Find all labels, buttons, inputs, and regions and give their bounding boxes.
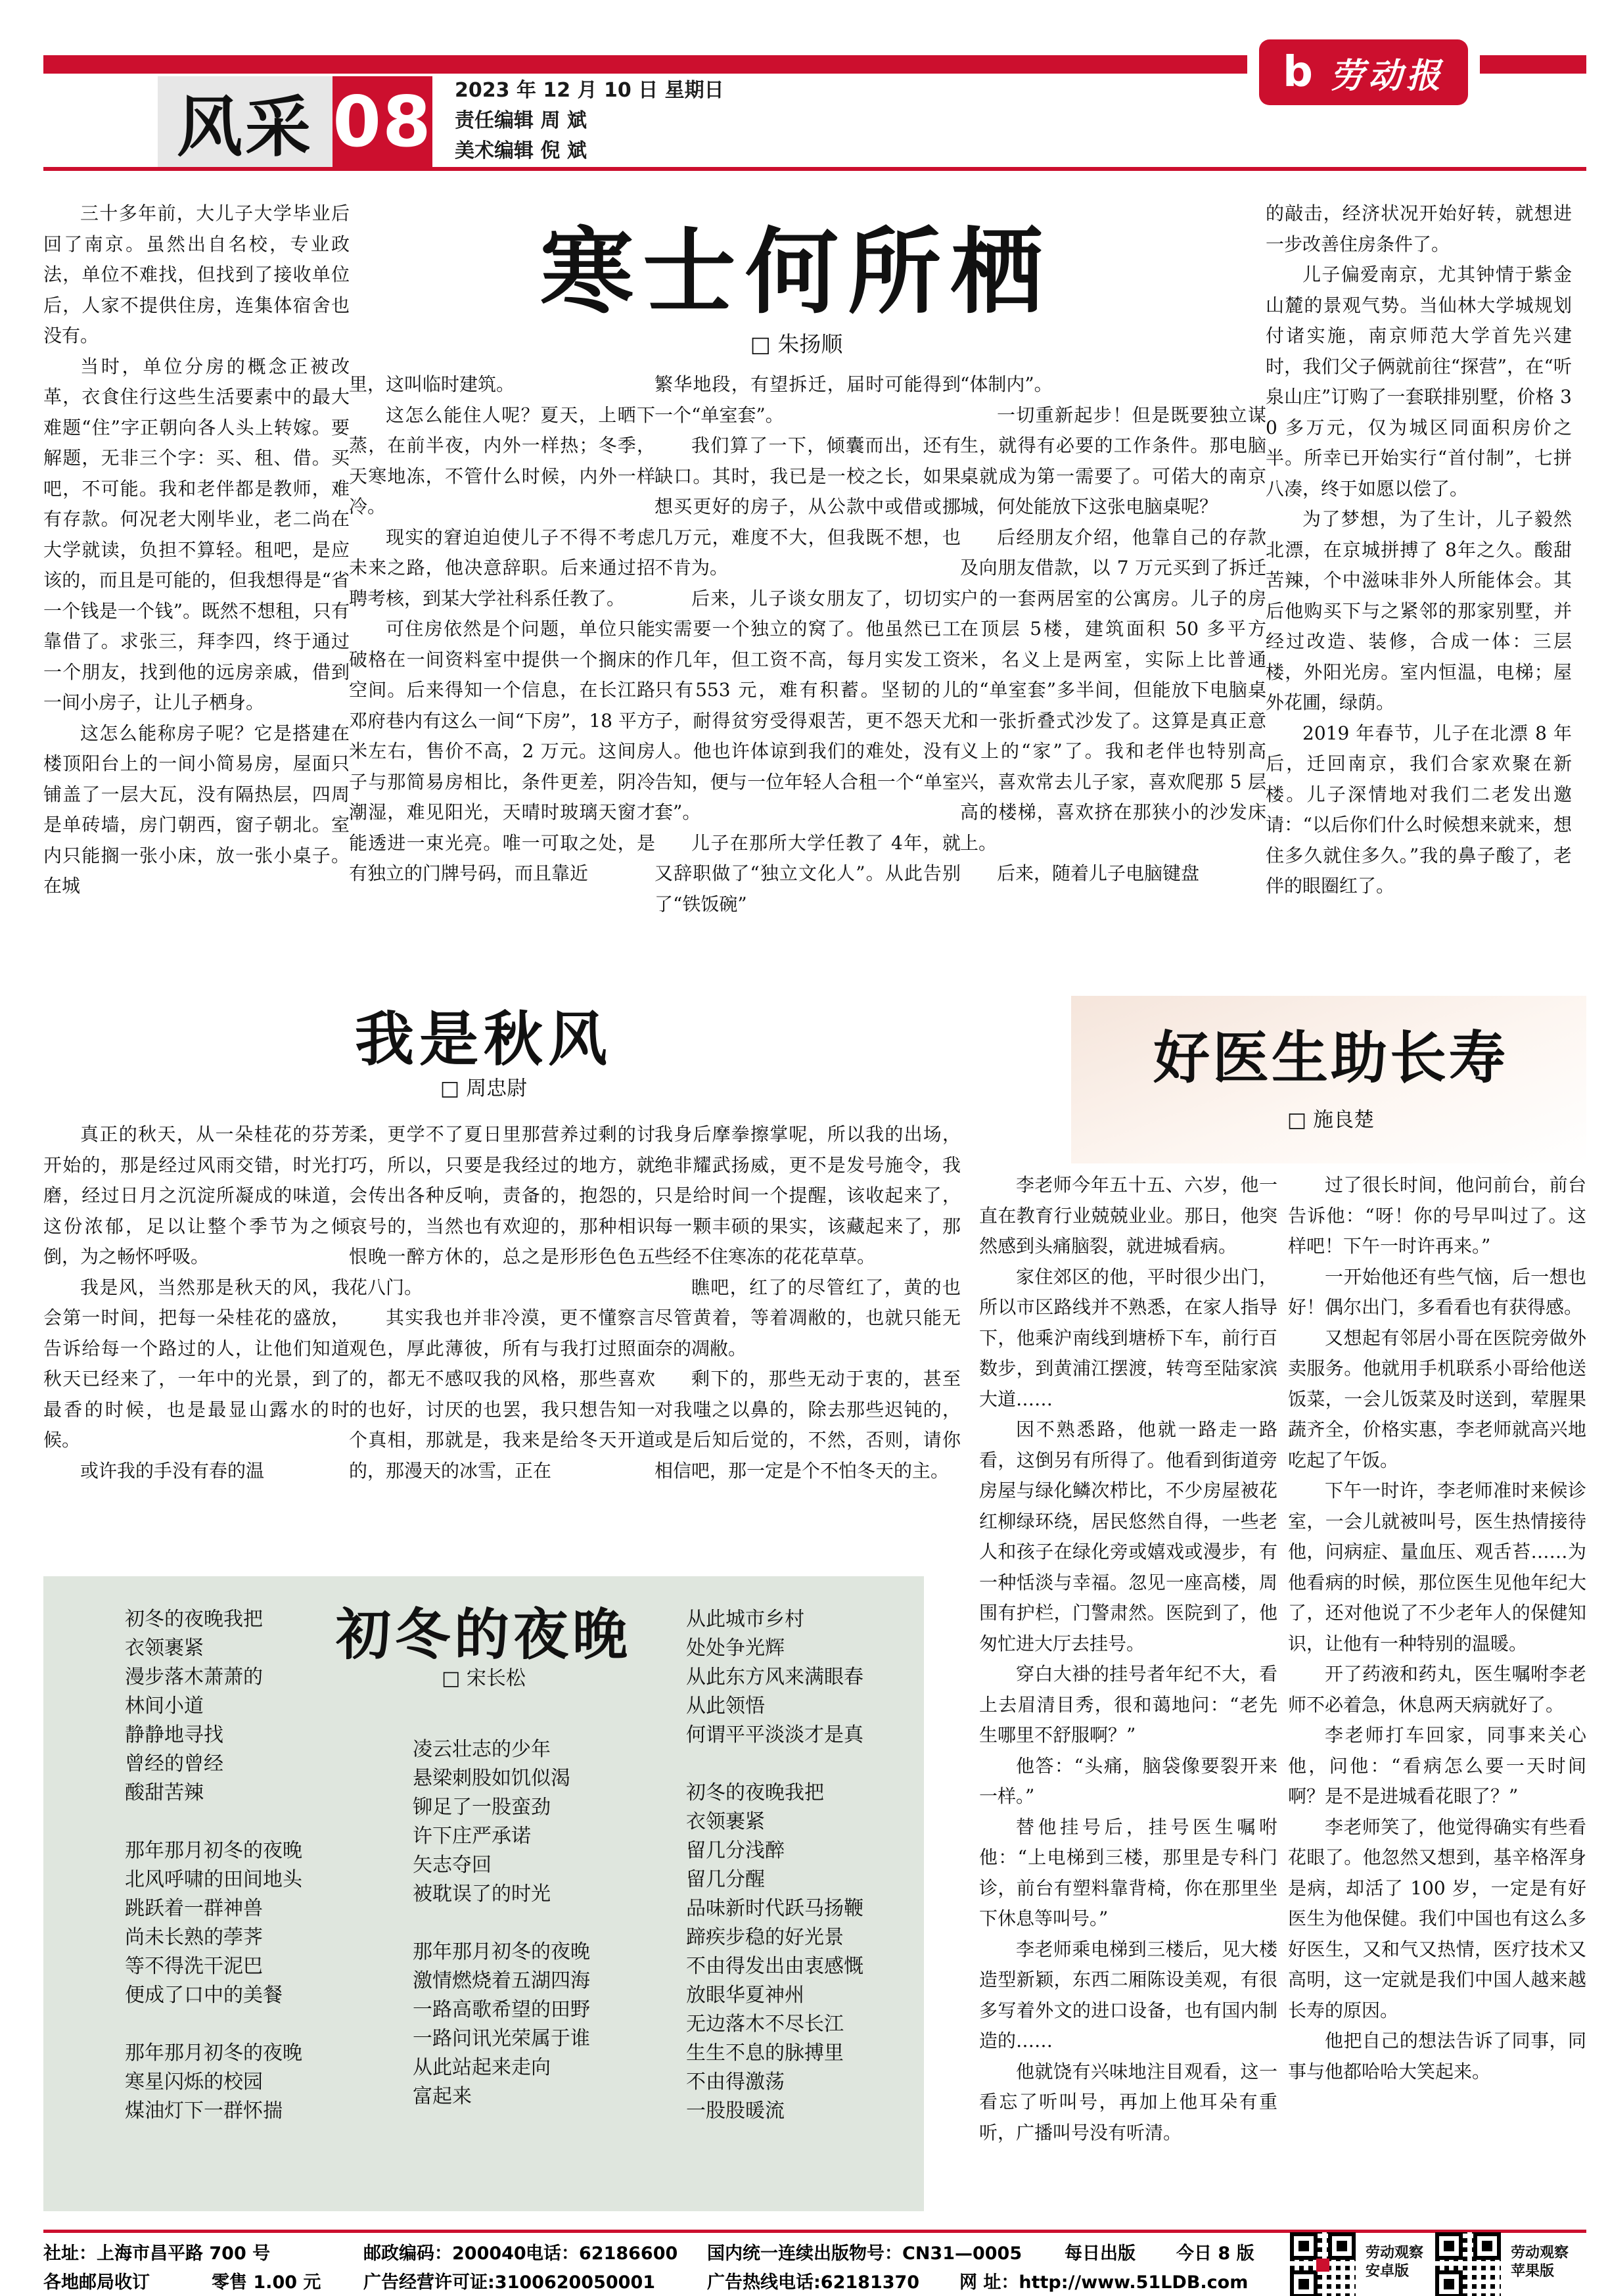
article1-column-2: 里，这叫临时建筑。 这怎么能住人呢？夏天，上晒下蒸，在前半夜，内外一样热；冬季，天寒地冻，不管什么时候，内外一样冷。 现实的窘迫迫使儿子不得不考虑未来之路，他决意辞职。后来通过招聘考核，到某大学社科系任教了。 可住房依然是个问题，单位只能破格在一间资料室中提供一个搁床的空间。后来得知一个信息，在长江路邓府巷内有这么一间“下房”，18 平方米左右，售价不高，2 万元。这间房子与那简易房相比，条件更差，阴冷潮湿，难见阳光，天晴时玻璃天窗才能透进一束光亮。唯一可取之处，是有独立的门牌号码，而且靠近 (349, 373, 655, 884)
article3-column-2: 过了很长时间，他问前台，前台告诉他：“呀！你的号早叫过了。这样吧！下午一时许再来。” 一开始他还有些气恼，后一想也好！偶尔出门，多看看也有获得感。 又想起有邻居小哥在医院旁做外卖服务。他就用手机联系小哥给他送饭菜，一会儿饭菜及时送到，荤腥果蔬齐全，价格实惠，李老师就高兴地吃起了午饭。 下午一时许，李老师准时来候诊室，一会儿就被叫号，医生热情接待他，问病症、量血压、观舌苔……为他看病的时候，那位医生见他年纪大了，还对他说了不少老年人的保健知识，让他有一种特别的温暖。 开了药液和药丸，医生嘱咐李老师不必着急，休息两天病就好了。 李老师打车回家，同事来关心他，问他：“看病怎么要一天时间啊？是不是进城看花眼了？” 李老师笑了，他觉得确实有些看花眼了。他忽然又想到，基辛格浑身是病，却活了 100 岁，一定是有好医生为他保健。我们中国也有这么多好医生，又和气又热情，医疗技术又高明，这一定就是我们中国人越来越长寿的原因。 他把自己的想法告诉了同事，同事与他都哈哈大笑起来。 (1288, 1174, 1586, 2082)
section-name: 风采 (177, 89, 313, 166)
top-rule-right (1480, 55, 1586, 74)
qr-finder-icon (1290, 2270, 1318, 2296)
top-rule-left (43, 55, 1247, 74)
footer-website: 网 址：http://www.51LDB.com (959, 2272, 1249, 2293)
article1-title: 寒士何所栖 (540, 218, 1053, 327)
article2-column-1: 真正的秋天，从一朵桂花的芬芳开始的，那是经过风雨交错，时光打磨，经过日月之沉淀所凝成的味道，这份浓郁，足以让整个季节为之倾倒，为之畅怀呼吸。 我是风，当然那是秋天的风，我会第一时间，把每一朵桂花的盛放，告诉给每一个路过的人，让他们知道秋天已经来了，一年中的光景，到了最香的时候，也是最显山露水的时候。 或许我的手没有春的温 (43, 1123, 350, 1482)
duty-editor: 责任编辑 周 斌 (455, 109, 587, 132)
article1-column-5: 的敲击，经济状况开始好转，就想进一步改善住房条件了。 儿子偏爱南京，尤其钟情于紫金山麓的景观气势。当仙林大学城规划付诸实施，南京师范大学首先兴建时，我们父子俩就前往“探营”，在“听泉山庄”订购了一套联排别墅，价格 30 多万元，仅为城区同面积房价之半。所幸已开始实行“首付制”，七拼八凑，终于如愿以偿了。 为了梦想，为了生计，儿子毅然北漂，在京城拼搏了 8年之久。酸甜苦辣，个中滋味非外人所能体会。其后他购买下与之紧邻的那家别墅，并经过改造、装修，合成一体：三层楼，外阳光房。室内恒温，电梯；屋外花圃，绿荫。 2019 年春节，儿子在北漂 8 年后，迁回南京，我们合家欢聚在新楼。儿子深情地对我们二老发出邀请：“以后你们什么时候想来就来，想住多久就住多久。”我的鼻子酸了，老伴的眼圈红了。 (1266, 202, 1572, 897)
article3-author: □ 施良楚 (1287, 1108, 1375, 1132)
footer-ad-hotline: 广告热线电话:62181370 (707, 2272, 920, 2293)
qr-ios-label-line2: 苹果版 (1511, 2263, 1555, 2280)
footer-price: 零售 1.00 元 (212, 2272, 321, 2293)
article1-column-3: 繁华地段，有望拆迁，届时可能得到一个“单室套”。 我们算了一下，倾囊而出，还有缺口。其时，我已是一校之长，如果想买更好的房子，从公款中或借或挪几万元，难度不大，但我既不想，也不肯为。 后来，儿子谈女朋友了，切切实实需要一个独立的窝了。他虽然已工作几年，但工资不高，每月实发工资只有553 元，难有积蓄。坚韧的儿子，耐得贫穷受得艰苦，更不怨天尤人。他也许体谅到我们的难处，没有告知，便与一位年轻人合租一个“单室套”。 儿子在那所大学任教了 4年，就又辞职做了“独立文化人”。从此告别了“铁饭碗” (655, 373, 961, 915)
qr-android-label-line1: 劳动观察 (1366, 2245, 1424, 2261)
qr-ios-label-line1: 劳动观察 (1511, 2245, 1569, 2261)
article1-author: □ 朱扬顺 (750, 331, 843, 357)
poem-author: □ 宋长松 (442, 1667, 526, 1690)
qr-code-android (1290, 2232, 1356, 2296)
header-rule (43, 167, 1586, 171)
article3-title: 好医生助长寿 (1153, 1025, 1508, 1091)
page-number: 08 (333, 81, 432, 162)
qr-finder-icon (1473, 2232, 1501, 2260)
masthead-name: 劳动报 (1329, 55, 1444, 96)
footer-postcode: 邮政编码：200040 (363, 2243, 526, 2264)
footer-phone: 电话：62186600 (526, 2243, 678, 2264)
qr-android-label (1366, 2244, 1423, 2281)
footer-ad-license: 广告经营许可证:3100620050001 (363, 2272, 656, 2293)
issue-date: 2023 年 12 月 10 日 星期日 (455, 79, 724, 102)
qr-code-ios (1435, 2232, 1501, 2296)
poem-column-3: 从此城市乡村 处处争光辉 从此东方风来满眼春 从此领悟 何谓平平淡淡才是真 初冬的夜晚我把 衣领裹紧 留几分浅醉 留几分醒 品味新时代跃马扬鞭 蹄疾步稳的好光景 不由得发出由衷感慨 放眼华夏神州 无边落木不尽长江 生生不息的脉搏里 不由得激荡 一股股暖流 (686, 1608, 863, 2122)
article2-column-3: 我身后摩拳擦掌呢，所以我的出场，绝非耀武扬威，更不是发号施令，我只是给时间一个提醒，该收起来了，每一颗丰硕的果实，该藏起来了，那些经不住寒冻的花花草草。 瞧吧，红了的尽管红了，黄的也尽管黄着，等着凋敝的，也就只能无奈的凋敝。 剩下的，那些无动于衷的，甚至对我嗤之以鼻的，除去那些迟钝的，或是后知后觉的，不然，否则，请你相信吧，那一定是个不怕冬天的主。 (655, 1123, 961, 1482)
qr-android-label-line2: 安卓版 (1366, 2263, 1410, 2280)
poem-title: 初冬的夜晚 (335, 1602, 632, 1667)
qr-finder-icon (1435, 2232, 1463, 2260)
footer-address: 社址：上海市昌平路 700 号 (43, 2243, 271, 2264)
qr-finder-icon (1435, 2270, 1463, 2296)
masthead-b-icon: b (1283, 48, 1313, 97)
poem-column-1: 初冬的夜晚我把 衣领裹紧 漫步落木萧萧的 林间小道 静静地寻找 曾经的曾经 酸甜苦辣 那年那月初冬的夜晚 北风呼啸的田间地头 跳跃着一群神兽 尚未长熟的荸荠 等不得洗干泥巴 便成了口中的美餐 那年那月初冬的夜晚 寒星闪烁的校园 煤油灯下一群怀揣 (125, 1608, 302, 2122)
qr-finder-icon (1328, 2232, 1356, 2260)
qr-ios-label (1511, 2244, 1569, 2281)
art-editor: 美术编辑 倪 斌 (455, 139, 587, 162)
section-name-box (158, 76, 333, 167)
article3-column-1: 李老师今年五十五、六岁，他一直在教育行业兢兢业业。那日，他突然感到头痛脑裂，就进城看病。 家住郊区的他，平时很少出门，所以市区路线并不熟悉，在家人指导下，他乘沪南线到塘桥下车，前行百数步，到黄浦江摆渡，转弯至陆家滨大道…… 因不熟悉路，他就一路走一路看，这倒另有所得了。他看到街道旁房屋与绿化鳞次栉比，不少房屋被花红柳绿环绕，居民悠然自得，一些老人和孩子在绿化旁或嬉戏或漫步，有一种恬淡与幸福。忽见一座高楼，周围有护栏，门警肃然。医院到了，他匆忙进大厅去挂号。 穿白大褂的挂号者年纪不大，看上去眉清目秀，很和蔼地问：“老先生哪里不舒服啊？” 他答：“头痛，脑袋像要裂开来一样。” 替他挂号后，挂号医生嘱咐他：“上电梯到三楼，那里是专科门诊，前台有塑料靠背椅，你在那里坐下休息等叫号。” 李老师乘电梯到三楼后，见大楼造型新颖，东西二厢陈设美观，有很多写着外文的进口设备，也有国内制造的…… 他就饶有兴味地注目观看，这一看忘了听叫号，再加上他耳朵有重听，广播叫号没有听清。 (979, 1174, 1277, 2144)
article1-column-1: 三十多年前，大儿子大学毕业后回了南京。虽然出自名校，专业政法，单位不难找，但找到了接收单位后，人家不提供住房，连集体宿舍也没有。 当时，单位分房的概念正被改革，衣食住行这些生活要素中的最大难题“住”字正朝向各人头上转嫁。要解题，无非三个字：买、租、借。买吧，不可能。我和老伴都是教师，难有存款。何况老大刚毕业，老二尚在大学就读，负担不算轻。租吧，是应该的，而且是可能的，但我想得是“省一个钱是一个钱”。既然不想租，只有靠借了。求张三，拜李四，终于通过一个朋友，找到他的远房亲戚，借到一间小房子，让儿子栖身。 这怎么能称房子呢？它是搭建在楼顶阳台上的一间小简易房，屋面只铺盖了一层大瓦，没有隔热层，四周是单砖墙，房门朝西，窗子朝北。室内只能搁一张小床，放一张小桌子。在城 (43, 202, 350, 897)
masthead-logo (1259, 39, 1468, 105)
article2-title: 我是秋风 (355, 1004, 612, 1074)
qr-finder-icon (1290, 2232, 1318, 2260)
footer-daily: 每日出版 (1065, 2243, 1136, 2264)
footer-issn: 国内统一连续出版物号：CN31—0005 (707, 2243, 1022, 2264)
article2-column-2: 柔，更学不了夏日里那营养过剩的讨巧，所以，只要是我经过的地方，就会传出各种反响，责备的，抱怨的，哀号的，当然也有欢迎的，那种相识恨晚一醉方休的，总之是形形色色五花八门。 其实我也并非冷漠，更不懂察言观色，厚此薄彼，所有与我打过照面的，都无不感叹我的风格，那些喜欢的也好，讨厌的也罢，我只想告知一个真相，那就是，我来是给冬天开道的，那漫天的冰雪，正在 (349, 1123, 655, 1482)
footer-pages: 今日 8 版 (1176, 2243, 1254, 2264)
qr-center-logo (1316, 2259, 1329, 2272)
footer-subscribe: 各地邮局收订 (43, 2272, 150, 2293)
article2-author: □ 周忠尉 (440, 1077, 528, 1100)
article1-column-4: “体制内”。 一切重新起步！但是既要独立谋生，就得有必要的工作条件。那电脑桌就成为第一需要了。可偌大的南京城，何处能放下这张电脑桌呢？ 后经朋友介绍，他靠自己的存款及向朋友借款，以 7 万元买到了拆迁户的一套两居室的公寓房。儿子的房在顶层 5楼，建筑面积 50 多平方米，名义上是两室，实际上比普通的“单室套”多半间，但能放下电脑桌和一张折叠式沙发了。这算是真正意义上的“家”了。我和老伴也特别高兴，喜欢常去儿子家，喜欢爬那 5 层高的楼梯，喜欢挤在那狭小的沙发床上。 后来，随着儿子电脑键盘 (960, 373, 1266, 884)
poem-column-2: 凌云壮志的少年 悬梁刺股如饥似渴 铆足了一股蛮劲 许下庄严承诺 矢志夺回 被耽误了的时光 那年那月初冬的夜晚 激情燃烧着五湖四海 一路高歌希望的田野 一路问讯光荣属于谁 从此站起来走向 富起来 (413, 1738, 590, 2108)
page-number-box (333, 76, 432, 167)
